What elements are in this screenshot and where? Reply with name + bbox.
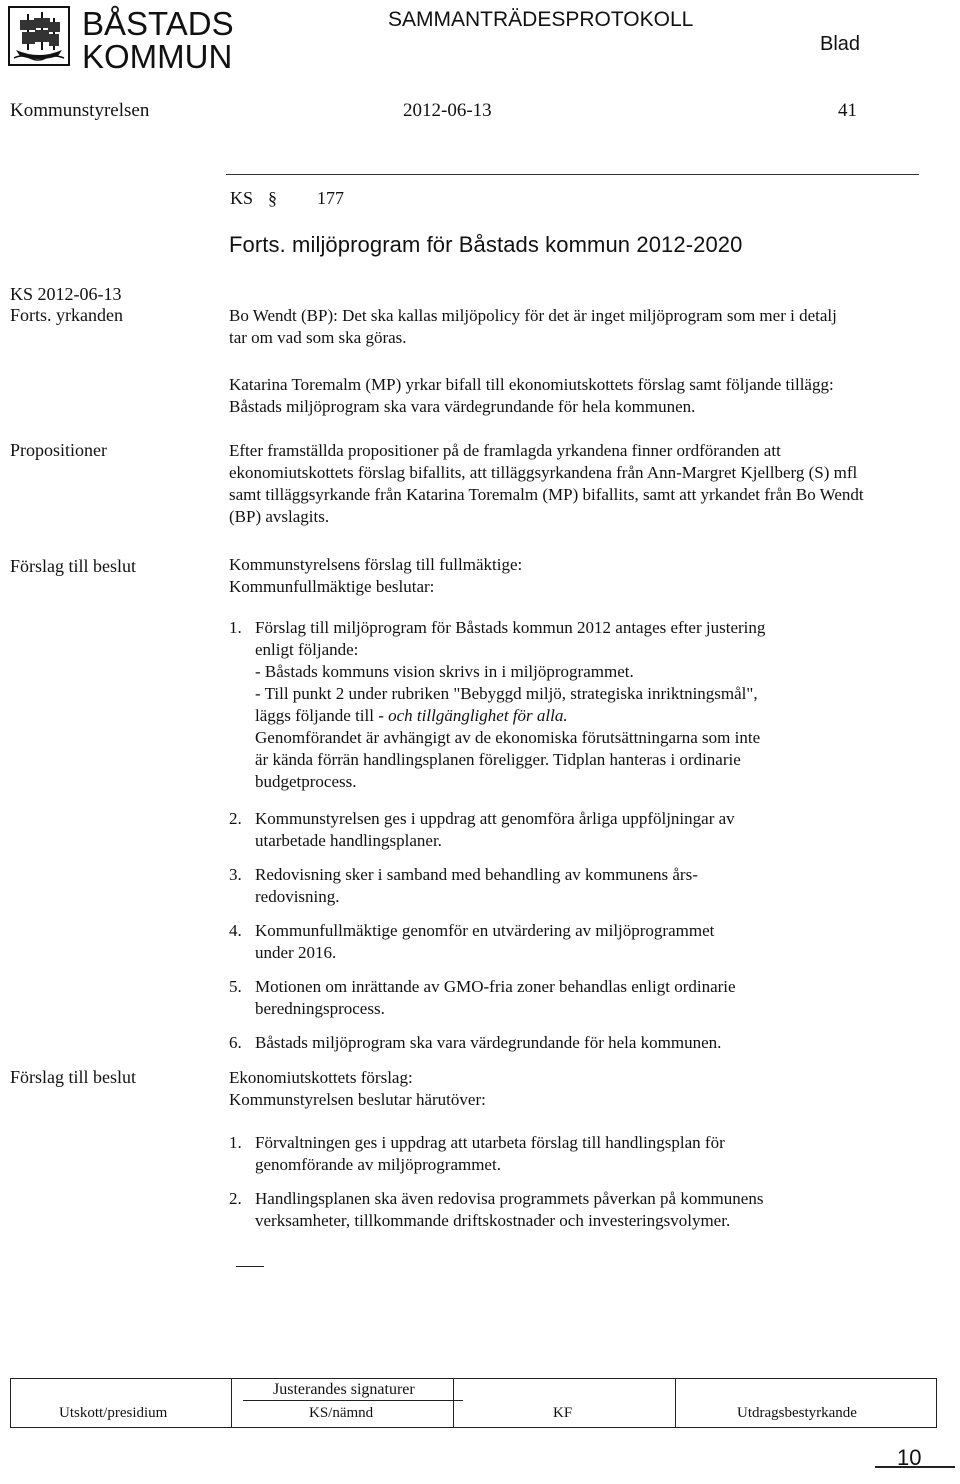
meeting-date: 2012-06-13 xyxy=(403,100,492,121)
signature-header-underline xyxy=(243,1400,463,1401)
list-item xyxy=(229,808,869,852)
signature-utdragsbestyrkande: Utdragsbestyrkande xyxy=(737,1405,857,1421)
list-item-line: genomförande av miljöprogrammet. xyxy=(255,1155,501,1174)
end-of-section-rule xyxy=(236,1266,264,1267)
list-item-line: verksamheter, tillkommande driftskostnader och investeringsvolymer. xyxy=(255,1211,731,1230)
signature-column-divider xyxy=(231,1379,232,1427)
italic-phrase: och tillgänglighet för alla. xyxy=(388,706,568,725)
list-item-line: Redovisning sker i samband med behandling av kommunens års- xyxy=(255,865,698,884)
org-name-line1: BÅSTADS xyxy=(82,5,234,42)
signature-column-divider xyxy=(675,1379,676,1427)
list-item xyxy=(229,617,869,793)
list-item-line: Förvaltningen ges i uppdrag att utarbeta förslag till handlingsplan för xyxy=(255,1133,725,1152)
paragraph-sign: § xyxy=(268,188,277,208)
list-item-number: 5. xyxy=(229,977,242,996)
list-item-line: Kommunstyrelsen ges i uppdrag att genomföra årliga uppföljningar av xyxy=(255,809,735,828)
list-item xyxy=(229,920,869,964)
list-item-line: - Till punkt 2 under rubriken "Bebyggd miljö, strategiska inriktningsmål", xyxy=(255,684,758,703)
list-item-line: Genomförandet är avhängigt av de ekonomiska förutsättningarna som inte xyxy=(255,728,761,747)
list-item-line: utarbetade handlingsplaner. xyxy=(255,831,442,850)
eu-forslag-heading: Ekonomiutskottets förslag: xyxy=(229,1068,413,1087)
signature-kf: KF xyxy=(553,1405,573,1421)
list-item-number: 2. xyxy=(229,1189,242,1208)
signature-ks-namnd: KS/nämnd xyxy=(309,1405,374,1421)
signature-box xyxy=(10,1378,937,1428)
list-item-line: är kända förrän handlingsplanen föreligger. Tidplan hanteras i ordinarie xyxy=(255,750,741,769)
list-item-line: Kommunfullmäktige genomför en utvärdering av miljöprogrammet xyxy=(255,921,715,940)
signature-column-divider xyxy=(453,1379,454,1427)
org-name-line2: KOMMUN xyxy=(82,38,233,75)
paragraph-toremalm: Katarina Toremalm (MP) yrkar bifall till ekonomiutskottets förslag samt följande tillägg: Båstads miljöprogram ska vara värdegrundande för hela kommunen. xyxy=(229,375,834,416)
ks-forslag-heading: Kommunstyrelsens förslag till fullmäktige: xyxy=(229,555,523,574)
list-item xyxy=(229,1132,869,1176)
list-item-number: 3. xyxy=(229,865,242,884)
section-title: Forts. miljöprogram för Båstads kommun 2012-2020 xyxy=(229,232,743,257)
list-item-line: - Båstads kommuns vision skrivs in i miljöprogrammet. xyxy=(255,662,634,681)
kf-beslutar-heading: Kommunfullmäktige beslutar: xyxy=(229,577,435,596)
margin-forslag-till-beslut: Förslag till beslut xyxy=(10,556,136,576)
list-item-line: läggs följande till - xyxy=(255,706,389,725)
list-item-number: 6. xyxy=(229,1033,242,1052)
list-item xyxy=(229,864,869,908)
signature-utskott: Utskott/presidium xyxy=(59,1405,168,1421)
document-type: SAMMANTRÄDESPROTOKOLL xyxy=(388,8,694,31)
list-item-number: 1. xyxy=(229,1133,242,1152)
margin-propositioner: Propositioner xyxy=(10,440,107,460)
list-item-line: Båstads miljöprogram ska vara värdegrundande för hela kommunen. xyxy=(255,1033,722,1052)
list-item-line: beredningsprocess. xyxy=(255,999,385,1018)
section-ks: KS xyxy=(230,188,254,208)
list-item xyxy=(229,1188,869,1232)
list-item-line: budgetprocess. xyxy=(255,772,357,791)
paragraph-propositioner: Efter framställda propositioner på de framlagda yrkandena finner ordföranden att ekonomiutskottets förslag bifallits, att tilläggsyrkandena från Ann-Margret Kjellberg (S) mfl samt tilläggsyrkande från Katarina Toremalm (MP) bifallits, samt att yrkandet från Bo Wendt (BP) avslagits. xyxy=(229,441,864,526)
paragraph-number: 177 xyxy=(317,188,344,208)
list-item xyxy=(229,1032,869,1054)
list-item-number: 4. xyxy=(229,921,242,940)
paragraph-wendt: Bo Wendt (BP): Det ska kallas miljöpolicy för det är inget miljöprogram som mer i detalj tar om vad som ska göras. xyxy=(229,306,837,347)
list-item-number: 2. xyxy=(229,809,242,828)
kommun-logo-ship-icon xyxy=(8,6,70,66)
blad-label: Blad xyxy=(820,33,861,55)
page-stamp: 10 xyxy=(897,1445,922,1470)
list-item-line: enligt följande: xyxy=(255,640,359,659)
margin-ref-yrkanden: Forts. yrkanden xyxy=(10,305,123,325)
page-number: 41 xyxy=(838,100,857,121)
list-item-line: Handlingsplanen ska även redovisa programmets påverkan på kommunens xyxy=(255,1189,764,1208)
body-name: Kommunstyrelsen xyxy=(10,100,150,121)
margin-ref-date: KS 2012-06-13 xyxy=(10,284,122,304)
ks-beslutar-heading: Kommunstyrelsen beslutar härutöver: xyxy=(229,1090,486,1109)
list-item-number: 1. xyxy=(229,618,242,637)
list-item-line: Motionen om inrättande av GMO-fria zoner behandlas enligt ordinarie xyxy=(255,977,736,996)
header-divider xyxy=(226,174,919,175)
margin-forslag-till-beslut-2: Förslag till beslut xyxy=(10,1067,136,1087)
signature-header: Justerandes signaturer xyxy=(273,1381,415,1398)
list-item-line: under 2016. xyxy=(255,943,337,962)
list-item-line: redovisning. xyxy=(255,887,340,906)
list-item-line: Förslag till miljöprogram för Båstads kommun 2012 antages efter justering xyxy=(255,618,766,637)
list-item xyxy=(229,976,869,1020)
